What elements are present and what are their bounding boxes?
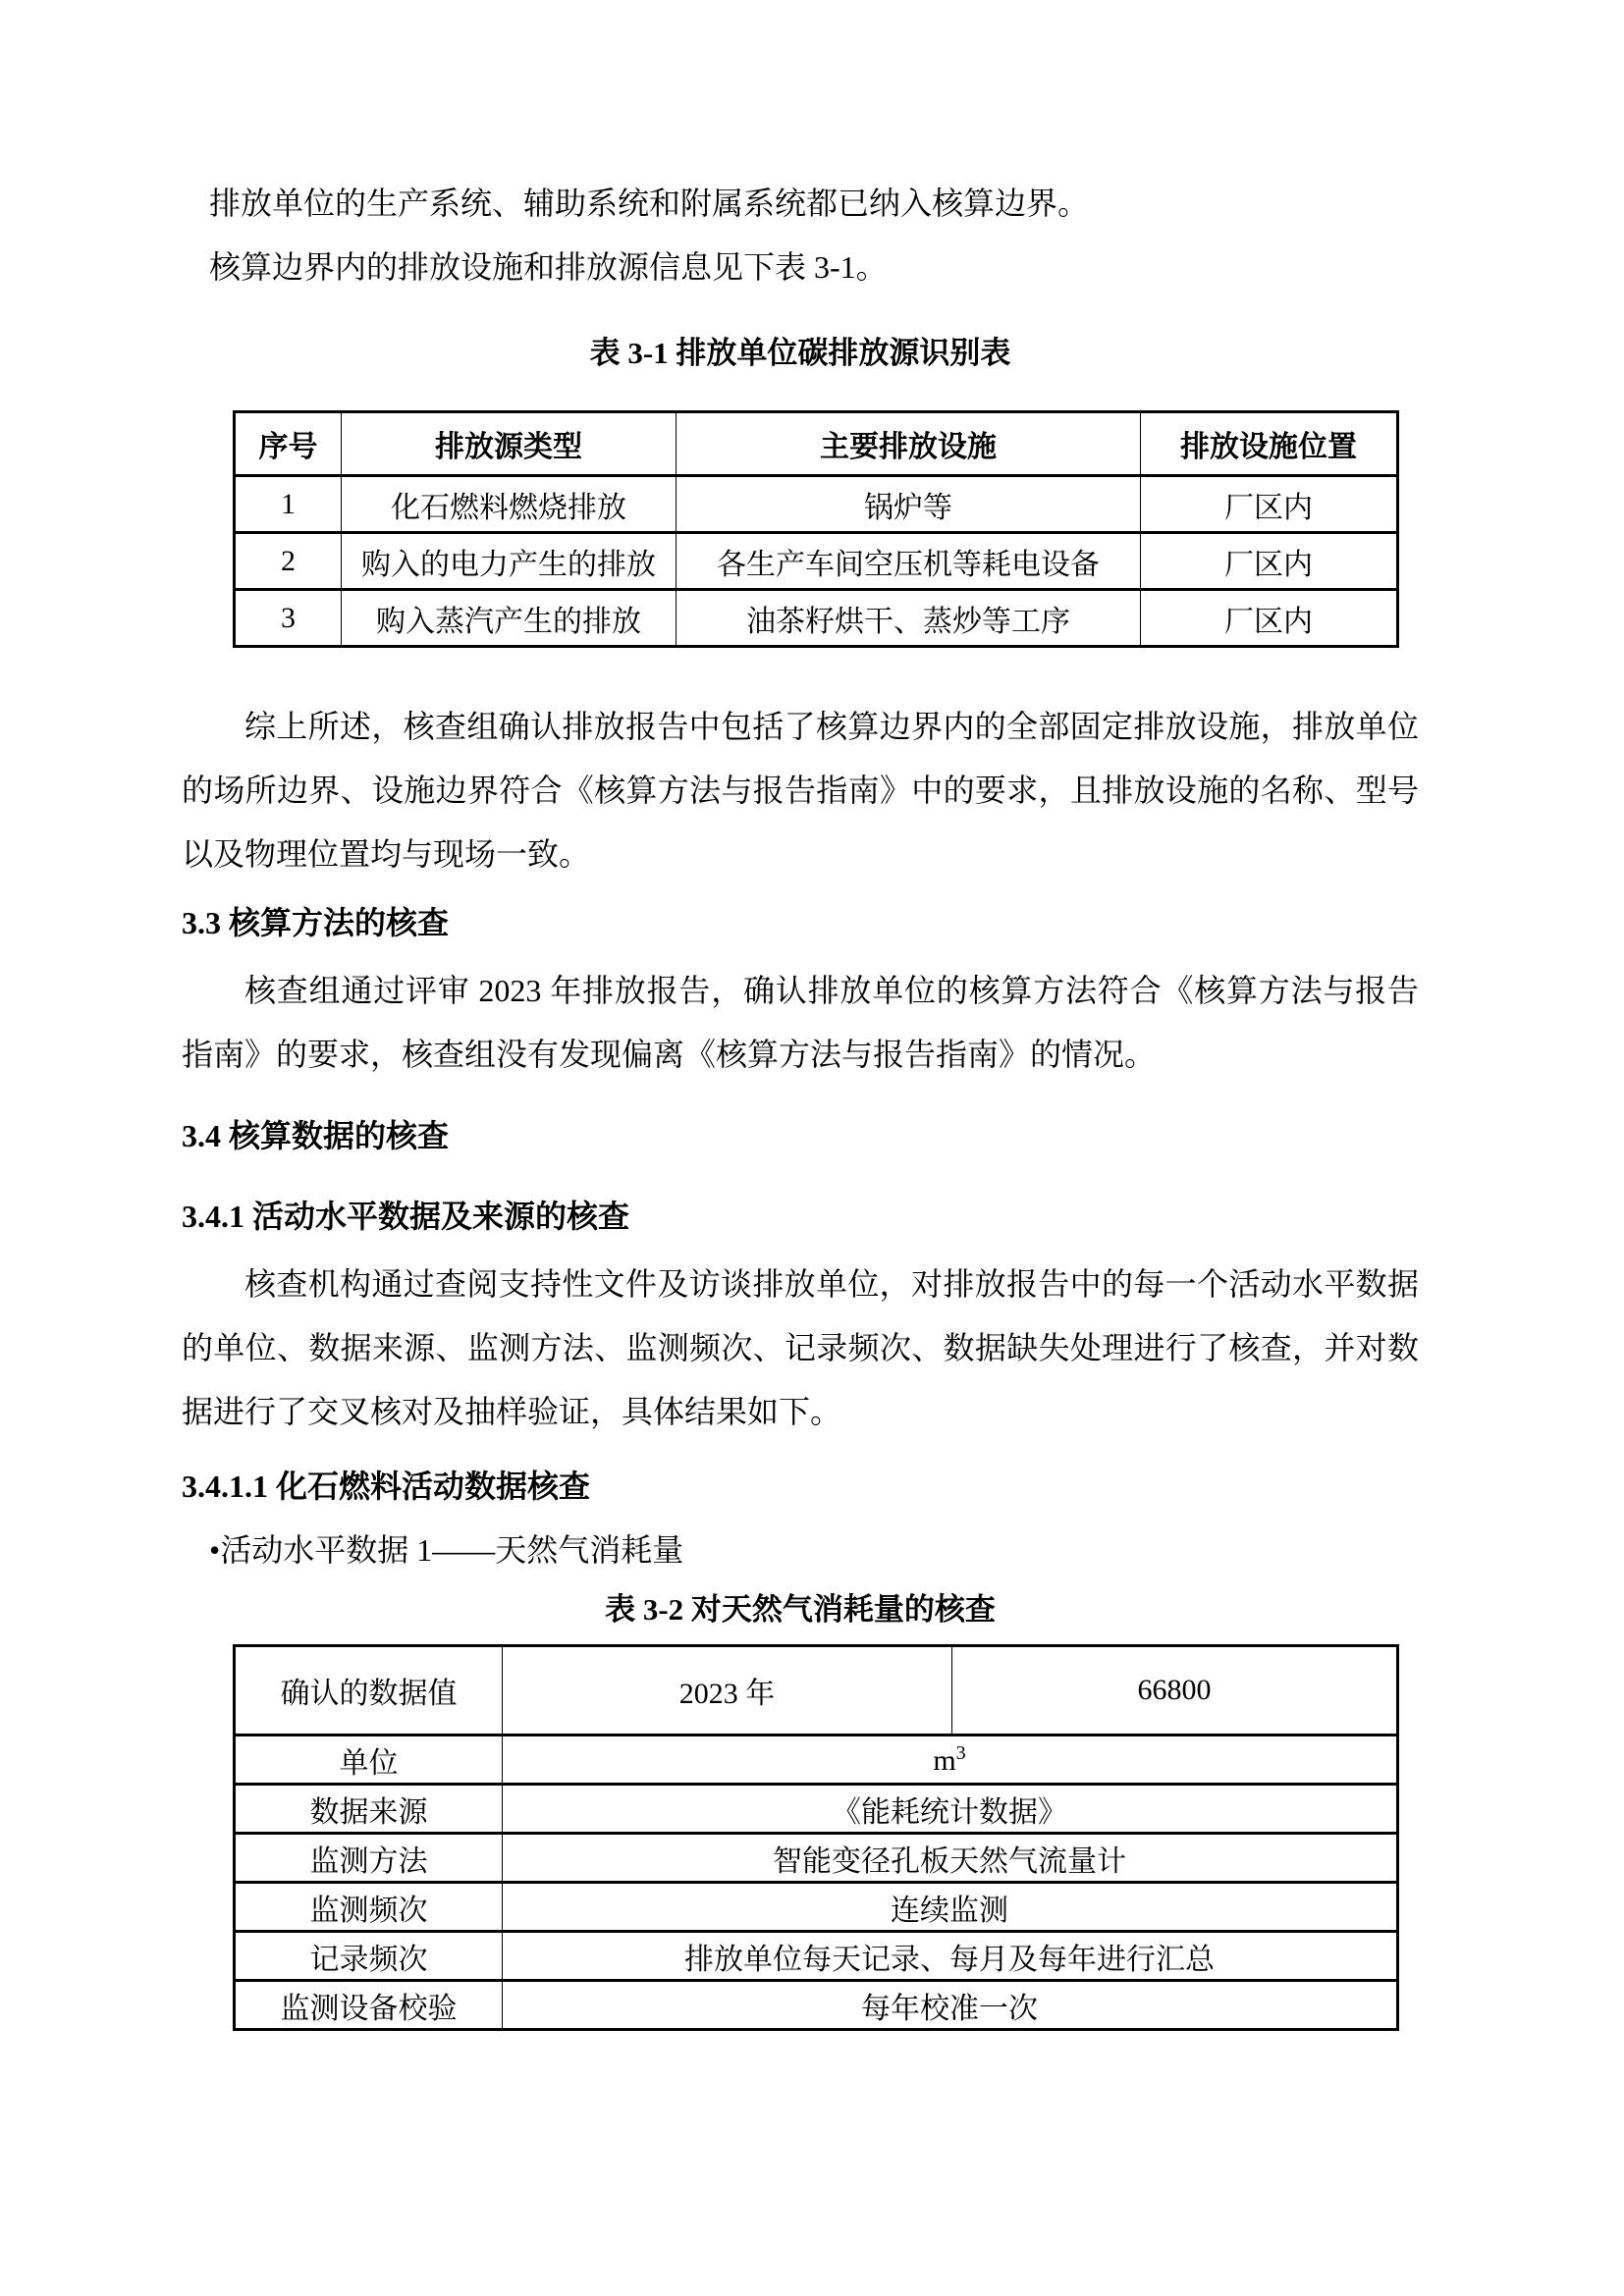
cell-label: 监测方法 <box>235 1834 503 1883</box>
table-row-unit <box>235 1735 1398 1785</box>
table2-caption: 表 3-2 对天然气消耗量的核查 <box>605 1592 996 1627</box>
cell-facility: 锅炉等 <box>677 476 1141 533</box>
table-row <box>235 533 1398 590</box>
cell-seq: 3 <box>235 590 342 647</box>
natural-gas-table <box>233 1644 1399 2031</box>
table-header-row <box>235 412 1398 476</box>
cell-seq: 1 <box>235 476 342 533</box>
section-3-3-paragraph: 核查组通过评审 2023 年排放报告，确认排放单位的核算方法符合《核算方法与报告指南》的要求，核查组没有发现偏离《核算方法与报告指南》的情况。 <box>182 973 1419 1072</box>
document-content <box>182 172 1419 2031</box>
table1-caption: 表 3-1 排放单位碳排放源识别表 <box>589 336 1011 370</box>
table-row <box>235 590 1398 647</box>
section-heading-3-4: 3.4 核算数据的核查 <box>182 1118 450 1153</box>
cell-label: 记录频次 <box>235 1932 503 1981</box>
intro-line-2: 核算边界内的排放设施和排放源信息见下表 3-1。 <box>209 249 888 285</box>
emission-source-table <box>233 410 1399 648</box>
table-row-record-frequency <box>235 1932 1398 1981</box>
unit-exponent: 3 <box>955 1741 966 1764</box>
cell-label: 确认的数据值 <box>235 1646 503 1735</box>
table-row-confirmed-value <box>235 1646 1398 1735</box>
section-heading-3-4-1: 3.4.1 活动水平数据及来源的核查 <box>182 1199 630 1234</box>
col-header-seq: 序号 <box>235 412 342 476</box>
cell-value: 连续监测 <box>503 1883 1398 1932</box>
cell-location: 厂区内 <box>1141 533 1398 590</box>
cell-value: 排放单位每天记录、每月及每年进行汇总 <box>503 1932 1398 1981</box>
section-heading-3-3: 3.3 核算方法的核查 <box>182 905 450 940</box>
activity-data-bullet: •活动水平数据 1——天然气消耗量 <box>209 1532 684 1568</box>
cell-value: 66800 <box>952 1646 1398 1735</box>
col-header-facility: 主要排放设施 <box>677 412 1141 476</box>
cell-location: 厂区内 <box>1141 476 1398 533</box>
cell-value: 《能耗统计数据》 <box>503 1785 1398 1834</box>
cell-source-type: 化石燃料燃烧排放 <box>342 476 677 533</box>
unit-base: m <box>933 1743 956 1777</box>
col-header-location: 排放设施位置 <box>1141 412 1398 476</box>
table-row-monitor-frequency <box>235 1883 1398 1932</box>
cell-label: 监测频次 <box>235 1883 503 1932</box>
table-row-data-source <box>235 1785 1398 1834</box>
cell-source-type: 购入蒸汽产生的排放 <box>342 590 677 647</box>
section-3-4-1-paragraph: 核查机构通过查阅支持性文件及访谈排放单位，对排放报告中的每一个活动水平数据的单位、数据来源、监测方法、监测频次、记录频次、数据缺失处理进行了核查，并对数据进行了交叉核对及抽样验证，具体结果如下。 <box>182 1266 1419 1429</box>
cell-year: 2023 年 <box>503 1646 952 1735</box>
cell-label: 单位 <box>235 1735 503 1785</box>
cell-value: 每年校准一次 <box>503 1981 1398 2030</box>
cell-location: 厂区内 <box>1141 590 1398 647</box>
table-row-monitor-method <box>235 1834 1398 1883</box>
intro-line-1: 排放单位的生产系统、辅助系统和附属系统都已纳入核算边界。 <box>209 186 1090 221</box>
table-row <box>235 476 1398 533</box>
table-row-device-calibration <box>235 1981 1398 2030</box>
col-header-source-type: 排放源类型 <box>342 412 677 476</box>
section-heading-3-4-1-1: 3.4.1.1 化石燃料活动数据核查 <box>182 1468 591 1504</box>
cell-label: 监测设备校验 <box>235 1981 503 2030</box>
cell-facility: 油茶籽烘干、蒸炒等工序 <box>677 590 1141 647</box>
cell-value: 智能变径孔板天然气流量计 <box>503 1834 1398 1883</box>
cell-unit-value <box>503 1735 1398 1785</box>
cell-source-type: 购入的电力产生的排放 <box>342 533 677 590</box>
summary-paragraph: 综上所述，核查组确认排放报告中包括了核算边界内的全部固定排放设施，排放单位的场所边界、设施边界符合《核算方法与报告指南》中的要求，且排放设施的名称、型号以及物理位置均与现场一致。 <box>182 709 1419 872</box>
cell-facility: 各生产车间空压机等耗电设备 <box>677 533 1141 590</box>
cell-label: 数据来源 <box>235 1785 503 1834</box>
cell-seq: 2 <box>235 533 342 590</box>
